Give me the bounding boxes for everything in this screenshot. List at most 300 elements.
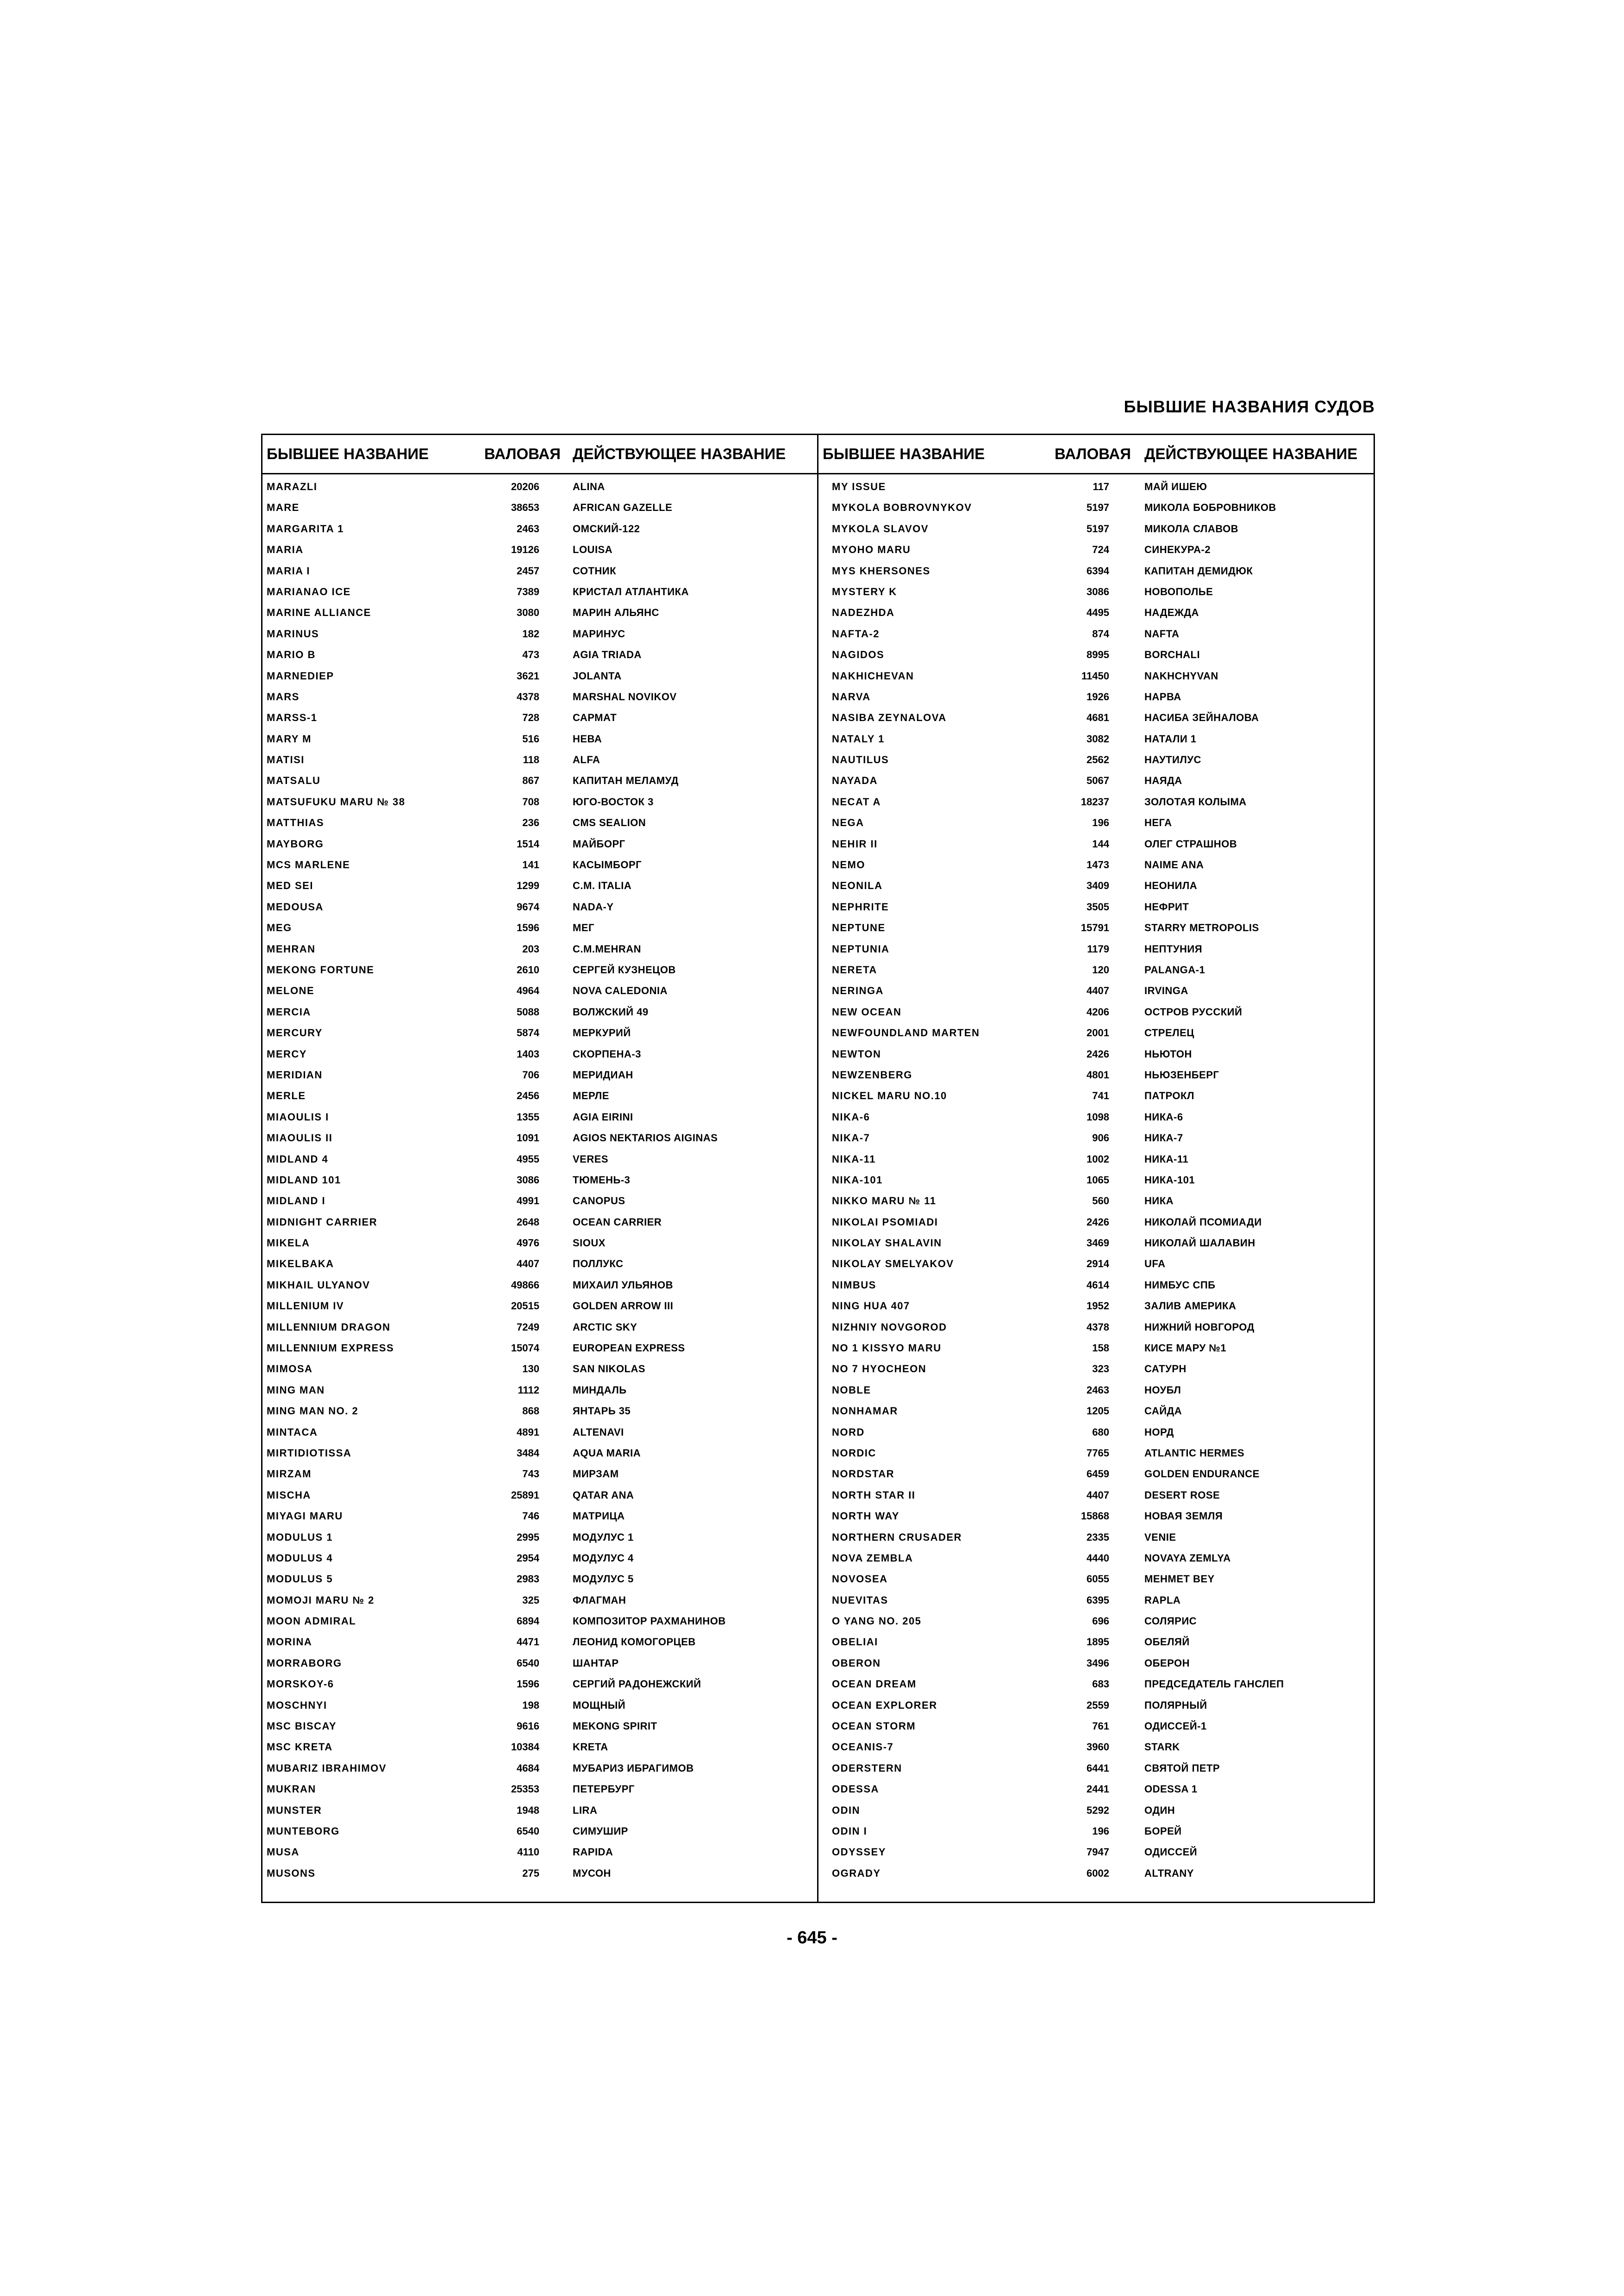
current-name-cell: ODESSA 1: [1144, 1783, 1198, 1795]
former-name-cell: MORSKOY-6: [267, 1678, 334, 1690]
current-name-cell: ОДИН: [1144, 1804, 1175, 1816]
former-name-cell: NIKA-11: [832, 1153, 876, 1165]
tonnage-cell: 203: [522, 943, 539, 955]
current-name-cell: AGIA EIRINI: [573, 1111, 633, 1123]
current-name-cell: AGIA TRIADA: [573, 649, 642, 661]
current-name-cell: СКОРПЕНА-3: [573, 1048, 641, 1060]
tonnage-cell: 2559: [1087, 1699, 1109, 1711]
current-name-cell: КРИСТАЛ АТЛАНТИКА: [573, 585, 689, 597]
former-name-cell: NEWZENBERG: [832, 1069, 912, 1081]
current-name-cell: GOLDEN ENDURANCE: [1144, 1468, 1260, 1480]
former-name-cell: MYSTERY K: [832, 585, 897, 597]
current-name-cell: МАТРИЦА: [573, 1510, 625, 1522]
former-name-cell: NIKOLAI PSOMIADI: [832, 1216, 938, 1228]
tonnage-cell: 15074: [511, 1342, 539, 1354]
tonnage-cell: 4407: [517, 1258, 539, 1270]
tonnage-cell: 560: [1092, 1195, 1109, 1207]
tonnage-cell: 696: [1092, 1615, 1109, 1627]
former-name-cell: MEHRAN: [267, 943, 316, 955]
current-name-cell: НИКА-7: [1144, 1132, 1183, 1144]
tonnage-cell: 18237: [1081, 796, 1109, 808]
former-name-cell: MELONE: [267, 985, 315, 997]
former-name-cell: OGRADY: [832, 1867, 881, 1879]
former-name-cell: MSC BISCAY: [267, 1720, 337, 1732]
former-name-cell: NING HUA 407: [832, 1300, 910, 1312]
tonnage-cell: 1065: [1087, 1174, 1109, 1186]
tonnage-cell: 1895: [1087, 1636, 1109, 1648]
former-name-cell: MARSS-1: [267, 712, 318, 724]
former-name-cell: NICKEL MARU NO.10: [832, 1090, 947, 1102]
former-name-cell: NORTH WAY: [832, 1510, 899, 1522]
current-name-cell: МОДУЛУС 5: [573, 1573, 634, 1585]
tonnage-cell: 2983: [517, 1573, 539, 1585]
tonnage-cell: 6540: [517, 1657, 539, 1669]
current-name-cell: ОЛЕГ СТРАШНОВ: [1144, 838, 1237, 850]
former-name-cell: O YANG NO. 205: [832, 1615, 922, 1627]
tonnage-cell: 708: [522, 796, 539, 808]
tonnage-cell: 868: [522, 1405, 539, 1417]
former-name-cell: NAYADA: [832, 775, 878, 787]
former-name-cell: MERCY: [267, 1048, 307, 1060]
former-name-cell: OBELIAI: [832, 1636, 878, 1648]
former-name-cell: MILLENIUM IV: [267, 1300, 344, 1312]
former-name-cell: NAKHICHEVAN: [832, 670, 914, 682]
current-name-cell: МЕГ: [573, 922, 594, 934]
tonnage-cell: 4614: [1087, 1279, 1109, 1291]
former-name-cell: MYOHO MARU: [832, 544, 911, 556]
former-name-cell: MARGARITA 1: [267, 523, 344, 535]
former-name-cell: MERIDIAN: [267, 1069, 323, 1081]
former-name-cell: NO 1 KISSYO MARU: [832, 1342, 942, 1354]
former-name-cell: MARINE ALLIANCE: [267, 607, 371, 619]
former-name-cell: MARINUS: [267, 628, 319, 640]
current-name-cell: НОУБЛ: [1144, 1384, 1181, 1396]
former-name-cell: MEG: [267, 922, 292, 934]
header-current-name: ДЕЙСТВУЮЩЕЕ НАЗВАНИЕ: [573, 445, 786, 462]
tonnage-cell: 3469: [1087, 1237, 1109, 1249]
former-name-cell: NADEZHDA: [832, 607, 895, 619]
tonnage-cell: 1299: [517, 880, 539, 892]
former-name-cell: MY ISSUE: [832, 481, 886, 492]
tonnage-cell: 49866: [511, 1279, 539, 1291]
column-divider: [817, 434, 818, 1903]
header-current-name: ДЕЙСТВУЮЩЕЕ НАЗВАНИЕ: [1144, 445, 1358, 462]
tonnage-cell: 683: [1092, 1678, 1109, 1690]
current-name-cell: НЕОНИЛА: [1144, 880, 1198, 892]
tonnage-cell: 25891: [511, 1489, 539, 1501]
tonnage-cell: 2441: [1087, 1783, 1109, 1795]
former-name-cell: NORTH STAR II: [832, 1489, 916, 1501]
current-name-cell: НИКА-6: [1144, 1111, 1183, 1123]
former-name-cell: MIMOSA: [267, 1363, 313, 1375]
former-name-cell: MATSUFUKU MARU № 38: [267, 796, 406, 808]
current-name-cell: МИРЗАМ: [573, 1468, 619, 1480]
tonnage-cell: 20515: [511, 1300, 539, 1312]
tonnage-cell: 3409: [1087, 880, 1109, 892]
tonnage-cell: 19126: [511, 544, 539, 556]
former-name-cell: NARVA: [832, 691, 871, 703]
current-name-cell: CMS SEALION: [573, 817, 646, 829]
tonnage-cell: 1514: [517, 838, 539, 850]
current-name-cell: ОДИССЕЙ: [1144, 1846, 1198, 1858]
tonnage-cell: 1112: [518, 1384, 539, 1396]
current-name-cell: КИСЕ МАРУ №1: [1144, 1342, 1227, 1354]
former-name-cell: MARIANAO ICE: [267, 585, 351, 597]
tonnage-cell: 5197: [1087, 502, 1109, 514]
current-name-cell: ЗАЛИВ АМЕРИКА: [1144, 1300, 1237, 1312]
current-name-cell: NAKHCHYVAN: [1144, 670, 1218, 682]
former-name-cell: MILLENNIUM DRAGON: [267, 1321, 391, 1333]
current-name-cell: САТУРН: [1144, 1363, 1187, 1375]
former-name-cell: MIDLAND 4: [267, 1153, 329, 1165]
tonnage-cell: 6394: [1087, 565, 1109, 577]
current-name-cell: НЕФРИТ: [1144, 901, 1189, 913]
former-name-cell: MIDNIGHT CARRIER: [267, 1216, 378, 1228]
former-name-cell: NEONILA: [832, 880, 883, 892]
current-name-cell: МАРИН АЛЬЯНС: [573, 607, 659, 619]
current-name-cell: IRVINGA: [1144, 985, 1188, 997]
current-name-cell: ВОЛЖСКИЙ 49: [573, 1006, 649, 1018]
page-number: - 645 -: [787, 1928, 837, 1948]
tonnage-cell: 4955: [517, 1153, 539, 1165]
tonnage-cell: 743: [522, 1468, 539, 1480]
former-name-cell: NIKKO MARU № 11: [832, 1195, 937, 1207]
tonnage-cell: 4206: [1087, 1006, 1109, 1018]
current-name-cell: КАСЫМБОРГ: [573, 859, 642, 871]
former-name-cell: MERLE: [267, 1090, 306, 1102]
current-name-cell: ALTRANY: [1144, 1867, 1194, 1879]
current-name-cell: DESERT ROSE: [1144, 1489, 1220, 1501]
former-name-cell: ODYSSEY: [832, 1846, 886, 1858]
page-heading: БЫВШИЕ НАЗВАНИЯ СУДОВ: [1124, 397, 1375, 416]
current-name-cell: OCEAN CARRIER: [573, 1216, 662, 1228]
former-name-cell: ODESSA: [832, 1783, 879, 1795]
former-name-cell: NEPTUNIA: [832, 943, 890, 955]
current-name-cell: SAN NIKOLAS: [573, 1363, 646, 1375]
current-name-cell: BORCHALI: [1144, 649, 1200, 661]
tonnage-cell: 1091: [517, 1132, 539, 1144]
former-name-cell: MIRZAM: [267, 1468, 312, 1480]
former-name-cell: MOON ADMIRAL: [267, 1615, 356, 1627]
tonnage-cell: 680: [1092, 1426, 1109, 1438]
current-name-cell: СЕРГИЙ РАДОНЕЖСКИЙ: [573, 1678, 701, 1690]
tonnage-cell: 8995: [1087, 649, 1109, 661]
current-name-cell: RAPIDA: [573, 1846, 613, 1858]
current-name-cell: KRETA: [573, 1741, 608, 1753]
former-name-cell: MUBARIZ IBRAHIMOV: [267, 1762, 387, 1774]
tonnage-cell: 275: [522, 1867, 539, 1879]
tonnage-cell: 728: [522, 712, 539, 724]
tonnage-cell: 144: [1092, 838, 1109, 850]
tonnage-cell: 6459: [1087, 1468, 1109, 1480]
former-name-cell: MEKONG FORTUNE: [267, 964, 375, 976]
former-name-cell: MARAZLI: [267, 481, 318, 492]
tonnage-cell: 196: [1092, 817, 1109, 829]
current-name-cell: AGIOS NEKTARIOS AIGINAS: [573, 1132, 718, 1144]
former-name-cell: MINTACA: [267, 1426, 318, 1438]
former-name-cell: NONHAMAR: [832, 1405, 898, 1417]
tonnage-cell: 3484: [517, 1447, 539, 1459]
current-name-cell: НЬЮЗЕНБЕРГ: [1144, 1069, 1219, 1081]
former-name-cell: OBERON: [832, 1657, 881, 1669]
former-name-cell: NORD: [832, 1426, 865, 1438]
current-name-cell: ЮГО-ВОСТОК 3: [573, 796, 654, 808]
current-name-cell: САЙДА: [1144, 1405, 1182, 1417]
tonnage-cell: 4110: [517, 1846, 539, 1858]
tonnage-cell: 7389: [517, 585, 539, 597]
former-name-cell: NORDIC: [832, 1447, 876, 1459]
current-name-cell: ОСТРОВ РУССКИЙ: [1144, 1006, 1243, 1018]
current-name-cell: СОЛЯРИС: [1144, 1615, 1197, 1627]
current-name-cell: НИКА-101: [1144, 1174, 1195, 1186]
former-name-cell: NEWFOUNDLAND MARTEN: [832, 1027, 980, 1039]
former-name-cell: OCEAN DREAM: [832, 1678, 917, 1690]
tonnage-cell: 196: [1092, 1825, 1109, 1837]
current-name-cell: КАПИТАН МЕЛАМУД: [573, 775, 679, 787]
current-name-cell: NADA-Y: [573, 901, 614, 913]
former-name-cell: MSC KRETA: [267, 1741, 333, 1753]
former-name-cell: NO 7 HYOCHEON: [832, 1363, 927, 1375]
current-name-cell: МАЙ ИШЕЮ: [1144, 481, 1207, 492]
former-name-cell: NEMO: [832, 859, 865, 871]
former-name-cell: MUNSTER: [267, 1804, 322, 1816]
tonnage-cell: 2335: [1087, 1531, 1109, 1543]
tonnage-cell: 2610: [517, 964, 539, 976]
tonnage-cell: 120: [1092, 964, 1109, 976]
current-name-cell: NAIME ANA: [1144, 859, 1204, 871]
former-name-cell: MARIA I: [267, 565, 311, 577]
tonnage-cell: 1205: [1087, 1405, 1109, 1417]
current-name-cell: НАТАЛИ 1: [1144, 733, 1197, 745]
former-name-cell: MATISI: [267, 754, 305, 766]
current-name-cell: ПОЛЯРНЫЙ: [1144, 1699, 1207, 1711]
tonnage-cell: 2426: [1087, 1216, 1109, 1228]
former-name-cell: MIAOULIS I: [267, 1111, 329, 1123]
tonnage-cell: 1355: [517, 1111, 539, 1123]
former-name-cell: NORTHERN CRUSADER: [832, 1531, 962, 1543]
tonnage-cell: 516: [522, 733, 539, 745]
tonnage-cell: 198: [522, 1699, 539, 1711]
former-name-cell: MIKHAIL ULYANOV: [267, 1279, 370, 1291]
tonnage-cell: 874: [1092, 628, 1109, 640]
tonnage-cell: 3086: [1087, 585, 1109, 597]
current-name-cell: ЯНТАРЬ 35: [573, 1405, 631, 1417]
former-name-cell: MOSCHNYI: [267, 1699, 327, 1711]
current-name-cell: ПАТРОКЛ: [1144, 1090, 1194, 1102]
current-name-cell: ЛЕОНИД КОМОГОРЦЕВ: [573, 1636, 696, 1648]
current-name-cell: AQUA MARIA: [573, 1447, 641, 1459]
tonnage-cell: 5874: [517, 1027, 539, 1039]
current-name-cell: СИМУШИР: [573, 1825, 628, 1837]
tonnage-cell: 1403: [517, 1048, 539, 1060]
former-name-cell: MORRABORG: [267, 1657, 342, 1669]
tonnage-cell: 4378: [517, 691, 539, 703]
former-name-cell: NERETA: [832, 964, 877, 976]
tonnage-cell: 7249: [517, 1321, 539, 1333]
tonnage-cell: 4440: [1087, 1552, 1109, 1564]
tonnage-cell: 6894: [517, 1615, 539, 1627]
tonnage-cell: 724: [1092, 544, 1109, 556]
tonnage-cell: 38653: [511, 502, 539, 514]
current-name-cell: НИКОЛАЙ ПСОМИАДИ: [1144, 1216, 1262, 1228]
tonnage-cell: 2995: [517, 1531, 539, 1543]
current-name-cell: ОБЕРОН: [1144, 1657, 1190, 1669]
current-name-cell: ALINA: [573, 481, 605, 492]
tonnage-cell: 4964: [517, 985, 539, 997]
current-name-cell: ОБЕЛЯЙ: [1144, 1636, 1190, 1648]
current-name-cell: GOLDEN ARROW III: [573, 1300, 674, 1312]
tonnage-cell: 6395: [1087, 1594, 1109, 1606]
current-name-cell: НЕГА: [1144, 817, 1172, 829]
tonnage-cell: 117: [1093, 481, 1109, 492]
current-name-cell: НАРВА: [1144, 691, 1181, 703]
former-name-cell: NIKA-7: [832, 1132, 870, 1144]
current-name-cell: НОВОПОЛЬЕ: [1144, 585, 1213, 597]
current-name-cell: STARK: [1144, 1741, 1180, 1753]
current-name-cell: СВЯТОЙ ПЕТР: [1144, 1762, 1220, 1774]
tonnage-cell: 2914: [1087, 1258, 1109, 1270]
former-name-cell: MIRTIDIOTISSA: [267, 1447, 352, 1459]
tonnage-cell: 5292: [1087, 1804, 1109, 1816]
current-name-cell: НАДЕЖДА: [1144, 607, 1199, 619]
former-name-cell: MYS KHERSONES: [832, 565, 931, 577]
tonnage-cell: 2648: [517, 1216, 539, 1228]
current-name-cell: ALTENAVI: [573, 1426, 624, 1438]
current-name-cell: СИНЕКУРА-2: [1144, 544, 1211, 556]
current-name-cell: НЬЮТОН: [1144, 1048, 1192, 1060]
current-name-cell: ПРЕДСЕДАТЕЛЬ ГАНСЛЕП: [1144, 1678, 1284, 1690]
current-name-cell: ШАНТАР: [573, 1657, 619, 1669]
tonnage-cell: 9674: [517, 901, 539, 913]
former-name-cell: NUEVITAS: [832, 1594, 888, 1606]
tonnage-cell: 130: [522, 1363, 539, 1375]
tonnage-cell: 3505: [1087, 901, 1109, 913]
tonnage-cell: 10384: [511, 1741, 539, 1753]
current-name-cell: MEHMET BEY: [1144, 1573, 1215, 1585]
current-name-cell: VERES: [573, 1153, 609, 1165]
tonnage-cell: 4684: [517, 1762, 539, 1774]
tonnage-cell: 4495: [1087, 607, 1109, 619]
tonnage-cell: 746: [522, 1510, 539, 1522]
tonnage-cell: 4976: [517, 1237, 539, 1249]
former-name-cell: MIDLAND 101: [267, 1174, 341, 1186]
former-name-cell: MUKRAN: [267, 1783, 316, 1795]
former-name-cell: ODIN I: [832, 1825, 868, 1837]
former-name-cell: NEPTUNE: [832, 922, 886, 934]
former-name-cell: MCS MARLENE: [267, 859, 350, 871]
tonnage-cell: 1948: [517, 1804, 539, 1816]
header-former-name: БЫВШЕЕ НАЗВАНИЕ: [823, 445, 985, 462]
tonnage-cell: 2463: [1087, 1384, 1109, 1396]
current-name-cell: CANOPUS: [573, 1195, 625, 1207]
tonnage-cell: 4407: [1087, 985, 1109, 997]
current-name-cell: НАСИБА ЗЕЙНАЛОВА: [1144, 712, 1259, 724]
current-name-cell: МАРИНУС: [573, 628, 625, 640]
former-name-cell: NEPHRITE: [832, 901, 889, 913]
current-name-cell: STARRY METROPOLIS: [1144, 922, 1259, 934]
former-name-cell: NIKOLAY SHALAVIN: [832, 1237, 942, 1249]
tonnage-cell: 3086: [517, 1174, 539, 1186]
current-name-cell: ЗОЛОТАЯ КОЛЫМА: [1144, 796, 1247, 808]
current-name-cell: ПЕТЕРБУРГ: [573, 1783, 635, 1795]
former-name-cell: NEHIR II: [832, 838, 878, 850]
tonnage-cell: 182: [522, 628, 539, 640]
tonnage-cell: 2456: [517, 1090, 539, 1102]
current-name-cell: VENIE: [1144, 1531, 1176, 1543]
former-name-cell: NIKA-101: [832, 1174, 883, 1186]
current-name-cell: КОМПОЗИТОР РАХМАНИНОВ: [573, 1615, 726, 1627]
tonnage-cell: 158: [1092, 1342, 1109, 1354]
tonnage-cell: 323: [1092, 1363, 1109, 1375]
tonnage-cell: 4801: [1087, 1069, 1109, 1081]
former-name-cell: MATSALU: [267, 775, 321, 787]
tonnage-cell: 25353: [511, 1783, 539, 1795]
tonnage-cell: 1473: [1087, 859, 1109, 871]
former-name-cell: NASIBA ZEYNALOVA: [832, 712, 947, 724]
former-name-cell: MUSONS: [267, 1867, 316, 1879]
tonnage-cell: 6441: [1087, 1762, 1109, 1774]
tonnage-cell: 4681: [1087, 712, 1109, 724]
tonnage-cell: 15791: [1081, 922, 1109, 934]
tonnage-cell: 7765: [1087, 1447, 1109, 1459]
tonnage-cell: 6002: [1087, 1867, 1109, 1879]
current-name-cell: МОДУЛУС 4: [573, 1552, 634, 1564]
current-name-cell: НЕВА: [573, 733, 602, 745]
tonnage-cell: 761: [1092, 1720, 1109, 1732]
former-name-cell: MARIA: [267, 544, 304, 556]
current-name-cell: NOVA CALEDONIA: [573, 985, 668, 997]
former-name-cell: NATALY 1: [832, 733, 885, 745]
former-name-cell: MARNEDIEP: [267, 670, 334, 682]
former-name-cell: MYKOLA SLAVOV: [832, 523, 929, 535]
tonnage-cell: 3960: [1087, 1741, 1109, 1753]
former-name-cell: MARY M: [267, 733, 312, 745]
tonnage-cell: 473: [522, 649, 539, 661]
former-name-cell: MISCHA: [267, 1489, 311, 1501]
current-name-cell: LOUISA: [573, 544, 613, 556]
former-name-cell: MORINA: [267, 1636, 312, 1648]
former-name-cell: MYKOLA BOBROVNYKOV: [832, 502, 972, 514]
current-name-cell: НИЖНИЙ НОВГОРОД: [1144, 1321, 1255, 1333]
tonnage-cell: 906: [1092, 1132, 1109, 1144]
former-name-cell: MERCURY: [267, 1027, 323, 1039]
current-name-cell: НИКОЛАЙ ШАЛАВИН: [1144, 1237, 1255, 1249]
tonnage-cell: 741: [1092, 1090, 1109, 1102]
current-name-cell: SIOUX: [573, 1237, 606, 1249]
former-name-cell: OCEANIS-7: [832, 1741, 894, 1753]
former-name-cell: NOVA ZEMBLA: [832, 1552, 913, 1564]
former-name-cell: ODIN: [832, 1804, 860, 1816]
former-name-cell: NOVOSEA: [832, 1573, 888, 1585]
tonnage-cell: 2426: [1087, 1048, 1109, 1060]
current-name-cell: САРМАТ: [573, 712, 617, 724]
current-name-cell: НОВАЯ ЗЕМЛЯ: [1144, 1510, 1223, 1522]
tonnage-cell: 5088: [517, 1006, 539, 1018]
current-name-cell: ОМСКИЙ-122: [573, 523, 640, 535]
tonnage-cell: 4407: [1087, 1489, 1109, 1501]
current-name-cell: RAPLA: [1144, 1594, 1181, 1606]
current-name-cell: ARCTIC SKY: [573, 1321, 637, 1333]
former-name-cell: MIKELBAKA: [267, 1258, 334, 1270]
former-name-cell: MILLENNIUM EXPRESS: [267, 1342, 394, 1354]
header-former-name: БЫВШЕЕ НАЗВАНИЕ: [267, 445, 429, 462]
tonnage-cell: 2463: [517, 523, 539, 535]
former-name-cell: MEDOUSA: [267, 901, 324, 913]
current-name-cell: ALFA: [573, 754, 600, 766]
tonnage-cell: 141: [522, 859, 539, 871]
former-name-cell: NEW OCEAN: [832, 1006, 902, 1018]
tonnage-cell: 2457: [517, 565, 539, 577]
